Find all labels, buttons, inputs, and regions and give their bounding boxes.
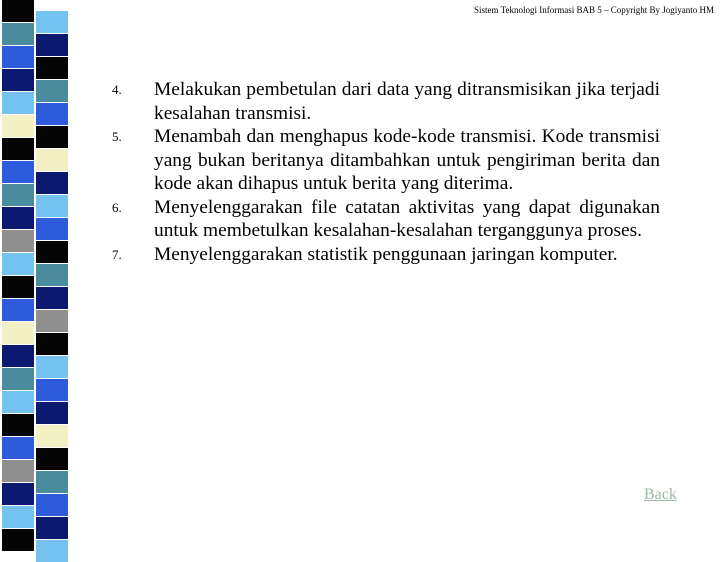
mosaic-tile	[2, 506, 34, 528]
mosaic-tile	[36, 425, 68, 447]
mosaic-tile	[36, 218, 68, 240]
item-text: Menyelenggarakan file catatan aktivitas yang dapat digunakan untuk membetulkan kesalahan-kesalahan terganggunya proses.	[154, 196, 660, 241]
item-number: 7.	[112, 246, 122, 262]
mosaic-tile	[36, 287, 68, 309]
mosaic-tile	[2, 437, 34, 459]
mosaic-tile	[36, 356, 68, 378]
mosaic-tile	[2, 368, 34, 390]
mosaic-tile	[36, 517, 68, 539]
mosaic-tile	[2, 414, 34, 436]
mosaic-tile	[36, 126, 68, 148]
decorative-mosaic-strip	[0, 0, 72, 540]
mosaic-tile	[2, 161, 34, 183]
item-text: Menyelenggarakan statistik penggunaan jaringan komputer.	[154, 243, 618, 265]
mosaic-tile	[2, 230, 34, 252]
mosaic-tile	[36, 264, 68, 286]
mosaic-tile	[2, 92, 34, 114]
mosaic-tile	[2, 529, 34, 551]
mosaic-tile	[2, 391, 34, 413]
mosaic-tile	[2, 0, 34, 22]
item-number: 6.	[112, 199, 122, 215]
mosaic-tile	[36, 103, 68, 125]
mosaic-tile	[36, 402, 68, 424]
mosaic-tile	[36, 34, 68, 56]
item-text: Melakukan pembetulan dari data yang ditransmisikan jika terjadi kesalahan transmisi.	[154, 79, 660, 124]
list-item	[104, 125, 660, 196]
mosaic-tile	[2, 253, 34, 275]
mosaic-tile	[36, 57, 68, 79]
item-text: Menambah dan menghapus kode-kode transmisi. Kode transmisi yang bukan beritanya ditambahkan untuk pengiriman berita dan kode akan dihapus untuk berita yang diterima.	[154, 126, 660, 194]
mosaic-tile	[36, 11, 68, 33]
mosaic-tile	[36, 80, 68, 102]
mosaic-tile	[2, 276, 34, 298]
mosaic-tile	[2, 69, 34, 91]
item-number: 5.	[112, 129, 122, 144]
mosaic-tile	[2, 46, 34, 68]
numbered-list	[104, 78, 660, 266]
mosaic-tile	[36, 241, 68, 263]
item-number: 4.	[112, 82, 122, 97]
mosaic-tile	[2, 23, 34, 45]
mosaic-tile	[2, 115, 34, 137]
mosaic-tile	[36, 448, 68, 470]
mosaic-tile	[36, 195, 68, 217]
mosaic-tile	[2, 483, 34, 505]
mosaic-tile	[2, 207, 34, 229]
mosaic-tile	[36, 494, 68, 516]
mosaic-tile	[2, 299, 34, 321]
list-item	[104, 196, 660, 243]
mosaic-tile	[2, 184, 34, 206]
mosaic-tile	[36, 540, 68, 562]
list-item	[104, 78, 660, 125]
mosaic-tile	[36, 471, 68, 493]
mosaic-tile	[36, 379, 68, 401]
list-item	[104, 243, 660, 267]
mosaic-tile	[36, 149, 68, 171]
mosaic-tile	[2, 322, 34, 344]
slide-header: Sistem Teknologi Informasi BAB 5 – Copyright By Jogiyanto HM	[474, 5, 714, 15]
mosaic-tile	[36, 310, 68, 332]
mosaic-tile	[2, 460, 34, 482]
back-link[interactable]: Back	[644, 486, 677, 503]
mosaic-tile	[2, 138, 34, 160]
mosaic-tile	[36, 172, 68, 194]
mosaic-tile	[2, 345, 34, 367]
mosaic-tile	[36, 333, 68, 355]
